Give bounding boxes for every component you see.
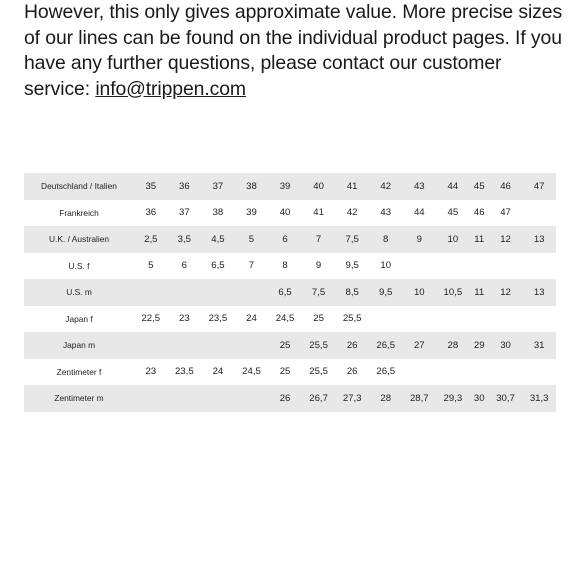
size-cell: 30 <box>470 385 489 412</box>
size-cell: 26 <box>268 385 302 412</box>
size-cell <box>522 306 556 333</box>
size-cell: 22,5 <box>141 313 161 325</box>
size-cell: 43 <box>403 173 437 200</box>
size-cell: 26 <box>335 332 369 359</box>
size-cell: 7,5 <box>302 279 336 306</box>
size-cell: 6 <box>181 260 188 272</box>
size-cell: 42 <box>369 173 403 200</box>
size-cell <box>403 253 437 280</box>
size-cell: 5 <box>148 260 154 272</box>
size-cell <box>235 385 269 412</box>
size-cell <box>134 279 168 306</box>
size-cell: 4,5 <box>201 226 235 253</box>
size-cell <box>470 359 489 386</box>
size-cell: 30,7 <box>489 385 523 412</box>
size-cell: 25,5 <box>302 332 336 359</box>
size-cell: 24 <box>212 366 224 378</box>
size-cell <box>168 332 202 359</box>
size-cell: 3,5 <box>168 226 202 253</box>
size-cell: 30 <box>489 332 523 359</box>
size-cell: 44 <box>413 207 425 219</box>
size-cell <box>168 279 202 306</box>
size-cell <box>168 385 202 412</box>
size-cell: 7 <box>302 226 336 253</box>
size-cell: 37 <box>179 207 190 219</box>
size-cell: 13 <box>522 226 556 253</box>
row-label: Japan f <box>65 313 93 324</box>
size-cell: 25 <box>313 313 324 325</box>
table-row <box>24 200 556 227</box>
size-cell: 8 <box>282 260 288 272</box>
size-cell <box>522 200 556 227</box>
customer-service-email-link[interactable]: info@trippen.com <box>95 77 246 100</box>
size-cell: 27,3 <box>335 385 369 412</box>
size-cell: 25,5 <box>309 366 328 378</box>
size-cell: 26 <box>346 366 358 378</box>
size-cell <box>201 279 235 306</box>
row-label: Zentimeter f <box>56 366 102 377</box>
row-label: Japan m <box>24 332 134 359</box>
size-cell: 40 <box>302 173 336 200</box>
size-cell: 2,5 <box>134 226 168 253</box>
size-cell: 23,5 <box>175 366 194 378</box>
size-cell: 31,3 <box>522 385 556 412</box>
size-cell: 8 <box>369 226 403 253</box>
size-cell <box>134 332 168 359</box>
size-cell: 46 <box>473 207 485 219</box>
size-cell: 39 <box>246 207 257 219</box>
size-cell: 43 <box>380 207 392 219</box>
size-cell <box>403 359 437 386</box>
size-cell: 11 <box>470 226 489 253</box>
size-cell <box>201 385 235 412</box>
size-cell: 7,5 <box>335 226 369 253</box>
size-cell: 38 <box>212 207 224 219</box>
row-label: Deutschland / Italien <box>24 173 134 200</box>
size-cell: 28,7 <box>403 385 437 412</box>
size-cell <box>403 306 437 333</box>
size-cell: 8,5 <box>335 279 369 306</box>
row-label: U.S. m <box>24 279 134 306</box>
size-cell: 10 <box>436 226 470 253</box>
table-row <box>24 226 556 253</box>
size-cell: 37 <box>201 173 235 200</box>
size-cell <box>489 306 523 333</box>
size-cell: 24,5 <box>275 313 295 325</box>
size-cell <box>436 359 470 386</box>
size-cell <box>134 385 168 412</box>
size-cell: 13 <box>522 279 556 306</box>
row-label: U.S. f <box>68 260 90 271</box>
size-cell: 47 <box>522 173 556 200</box>
row-label: Zentimeter m <box>24 385 134 412</box>
size-cell: 5 <box>235 226 269 253</box>
size-cell <box>235 279 269 306</box>
size-cell <box>436 253 470 280</box>
size-cell: 24 <box>246 313 257 325</box>
size-cell <box>489 359 523 386</box>
size-cell <box>470 253 489 280</box>
row-label: Frankreich <box>59 207 99 218</box>
size-cell: 10 <box>380 260 392 272</box>
size-cell: 31 <box>522 332 556 359</box>
row-label: U.K. / Australien <box>24 226 134 253</box>
size-cell: 25 <box>279 366 291 378</box>
size-cell <box>235 332 269 359</box>
intro-text: However, this only gives approximate value. More precise sizes of our lines can be found on the individual product pages. If you have any further questions, please contact our customer service: <box>24 1 563 100</box>
size-table-body <box>24 173 556 412</box>
size-cell: 28 <box>369 385 403 412</box>
size-cell: 44 <box>436 173 470 200</box>
size-cell: 24,5 <box>242 366 261 378</box>
size-cell: 7 <box>248 260 255 272</box>
table-row <box>24 359 556 386</box>
size-cell: 41 <box>313 207 324 219</box>
size-cell: 23 <box>179 313 190 325</box>
size-cell: 25 <box>268 332 302 359</box>
size-cell: 6,5 <box>268 279 302 306</box>
size-cell <box>522 253 556 280</box>
size-cell: 47 <box>500 207 511 219</box>
size-conversion-table <box>24 173 556 412</box>
size-cell: 9 <box>403 226 437 253</box>
table-row <box>24 173 556 200</box>
size-cell: 10,5 <box>436 279 470 306</box>
size-cell: 36 <box>145 207 157 219</box>
size-cell: 6 <box>268 226 302 253</box>
size-cell: 10 <box>403 279 437 306</box>
size-cell: 39 <box>268 173 302 200</box>
size-cell <box>201 332 235 359</box>
size-cell: 45 <box>447 207 459 219</box>
size-cell <box>489 253 523 280</box>
size-cell: 46 <box>489 173 523 200</box>
intro-paragraph <box>24 0 572 102</box>
size-cell <box>436 306 470 333</box>
size-cell: 28 <box>436 332 470 359</box>
table-row <box>24 279 556 306</box>
size-cell: 9 <box>315 260 322 272</box>
table-row <box>24 306 556 333</box>
size-cell: 23 <box>145 366 157 378</box>
size-cell: 36 <box>168 173 202 200</box>
size-cell: 29,3 <box>436 385 470 412</box>
size-cell: 45 <box>470 173 489 200</box>
table-row <box>24 253 556 280</box>
size-cell: 6,5 <box>211 260 225 272</box>
size-cell <box>470 306 489 333</box>
size-cell: 26,7 <box>302 385 336 412</box>
size-cell: 40 <box>279 207 291 219</box>
size-cell: 9,5 <box>345 260 359 272</box>
size-cell: 25,5 <box>342 313 362 325</box>
size-cell: 23,5 <box>208 313 228 325</box>
table-row <box>24 385 556 412</box>
size-cell: 27 <box>403 332 437 359</box>
size-cell: 38 <box>235 173 269 200</box>
size-cell: 26,5 <box>376 366 396 378</box>
size-cell: 29 <box>470 332 489 359</box>
size-cell: 12 <box>489 279 523 306</box>
size-cell: 9,5 <box>369 279 403 306</box>
size-cell: 41 <box>335 173 369 200</box>
size-cell: 12 <box>489 226 523 253</box>
size-cell: 11 <box>470 279 489 306</box>
size-cell: 26,5 <box>369 332 403 359</box>
size-cell: 35 <box>134 173 168 200</box>
table-row <box>24 332 556 359</box>
size-cell: 42 <box>346 207 358 219</box>
size-cell <box>522 359 556 386</box>
size-cell <box>369 306 403 333</box>
